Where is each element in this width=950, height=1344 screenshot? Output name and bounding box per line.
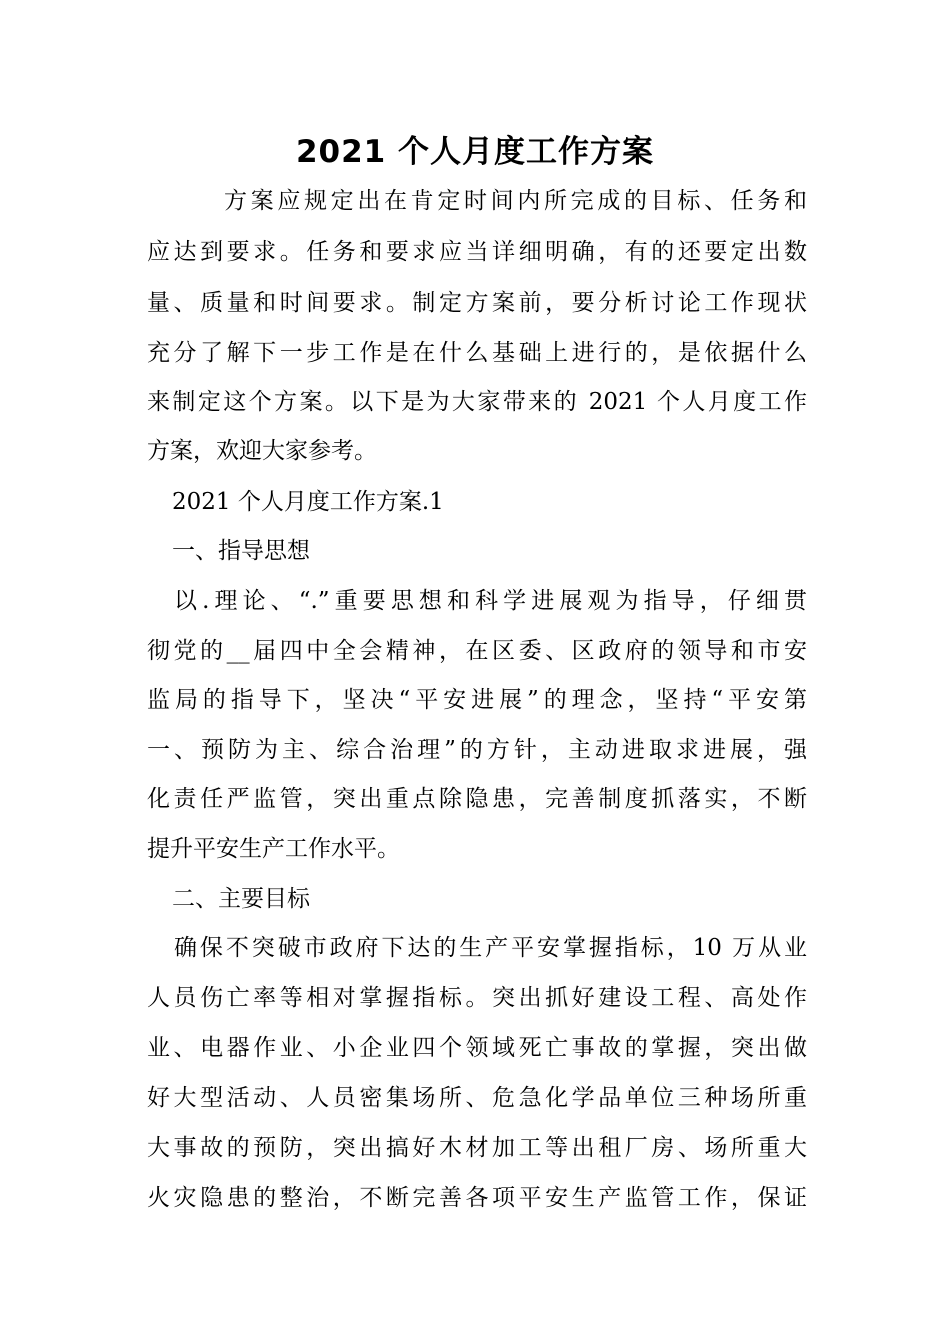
paragraph-line: 量、质量和时间要求。制定方案前，要分析讨论工作现状 <box>147 290 807 316</box>
document-title: 2021 个人月度工作方案 <box>295 134 655 170</box>
paragraph-line: 方案应规定出在肯定时间内所完成的目标、任务和 <box>224 188 807 214</box>
paragraph-line: 好大型活动、人员密集场所、危急化学品单位三种场所重 <box>147 1085 807 1111</box>
section-title: 2021 个人月度工作方案.1 <box>172 489 444 515</box>
section-heading: 二、主要目标 <box>172 886 310 912</box>
paragraph-line: 彻党的__届四中全会精神，在区委、区政府的领导和市安 <box>147 638 807 664</box>
paragraph-line: 确保不突破市政府下达的生产平安掌握指标，10 万从业 <box>174 935 807 961</box>
paragraph-line: 一、预防为主、综合治理”的方针，主动进取求进展，强 <box>147 737 807 763</box>
paragraph-line: 以.理论、“.”重要思想和科学进展观为指导，仔细贯 <box>174 588 807 614</box>
paragraph-line: 大事故的预防，突出搞好木材加工等出租厂房、场所重大 <box>147 1135 807 1161</box>
paragraph-line: 化责任严监管，突出重点除隐患，完善制度抓落实，不断 <box>147 786 807 812</box>
paragraph-line: 来制定这个方案。以下是为大家带来的 2021 个人月度工作 <box>147 389 807 415</box>
paragraph-line: 提升平安生产工作水平。 <box>147 836 400 862</box>
paragraph-line: 方案，欢迎大家参考。 <box>147 438 377 464</box>
paragraph-line: 人员伤亡率等相对掌握指标。突出抓好建设工程、高处作 <box>147 985 807 1011</box>
paragraph-line: 应达到要求。任务和要求应当详细明确，有的还要定出数 <box>147 239 807 265</box>
paragraph-line: 业、电器作业、小企业四个领域死亡事故的掌握，突出做 <box>147 1035 807 1061</box>
paragraph-line: 充分了解下一步工作是在什么基础上进行的，是依据什么 <box>147 340 807 366</box>
paragraph-line: 火灾隐患的整治，不断完善各项平安生产监管工作，保证 <box>147 1185 807 1211</box>
section-heading: 一、指导思想 <box>172 538 310 564</box>
paragraph-line: 监局的指导下，坚决“平安进展”的理念，坚持“平安第 <box>147 687 807 713</box>
